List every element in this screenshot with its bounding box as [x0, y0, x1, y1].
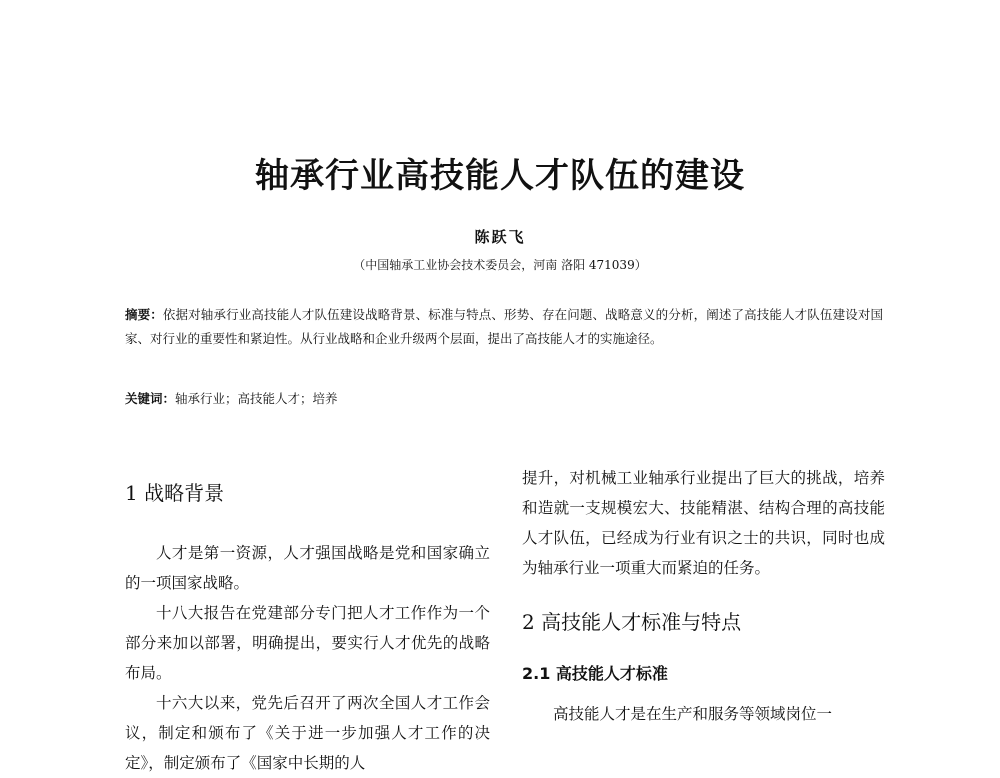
- right-paragraph-2: 高技能人才是在生产和服务等领域岗位一: [553, 705, 833, 723]
- keywords-label: 关键词：: [125, 391, 176, 406]
- subsection-2-1-heading: 2.1 高技能人才标准: [522, 664, 668, 683]
- left-paragraph-1: 人才是第一资源，人才强国战略是党和国家确立的一项国家战略。: [125, 544, 490, 592]
- keywords: [125, 387, 883, 411]
- abstract-text: 依据对轴承行业高技能人才队伍建设战略背景、标准与特点、形势、存在问题、战略意义的分析，阐述了高技能人才队伍建设对国家、对行业的重要性和紧迫性。从行业战略和企业升级两个层面，提出了高技能人才的实施途径。: [125, 307, 883, 346]
- author-affiliation: （中国轴承工业协会技术委员会，河南 洛阳 471039）: [353, 258, 647, 272]
- section-2-heading: 2 高技能人才标准与特点: [522, 610, 742, 634]
- paper-title: 轴承行业高技能人才队伍的建设: [255, 156, 745, 196]
- abstract: [125, 303, 883, 351]
- keywords-text: 轴承行业；高技能人才；培养: [175, 391, 338, 406]
- left-paragraph-2: 十八大报告在党建部分专门把人才工作作为一个部分来加以部署，明确提出，要实行人才优先的战略布局。: [125, 604, 490, 682]
- right-column: [522, 463, 885, 729]
- left-column: [125, 478, 490, 778]
- abstract-label: 摘要：: [125, 307, 163, 322]
- section-1-heading: 1 战略背景: [125, 481, 225, 505]
- left-paragraph-3: 十六大以来，党先后召开了两次全国人才工作会议，制定和颁布了《关于进一步加强人才工作的决定》，制定颁布了《国家中长期的人: [125, 694, 490, 772]
- author-name: 陈跃飞: [474, 228, 526, 246]
- right-paragraph-1: 提升，对机械工业轴承行业提出了巨大的挑战，培养和造就一支规模宏大、技能精湛、结构合理的高技能人才队伍，已经成为行业有识之士的共识，同时也成为轴承行业一项重大而紧迫的任务。: [522, 469, 885, 577]
